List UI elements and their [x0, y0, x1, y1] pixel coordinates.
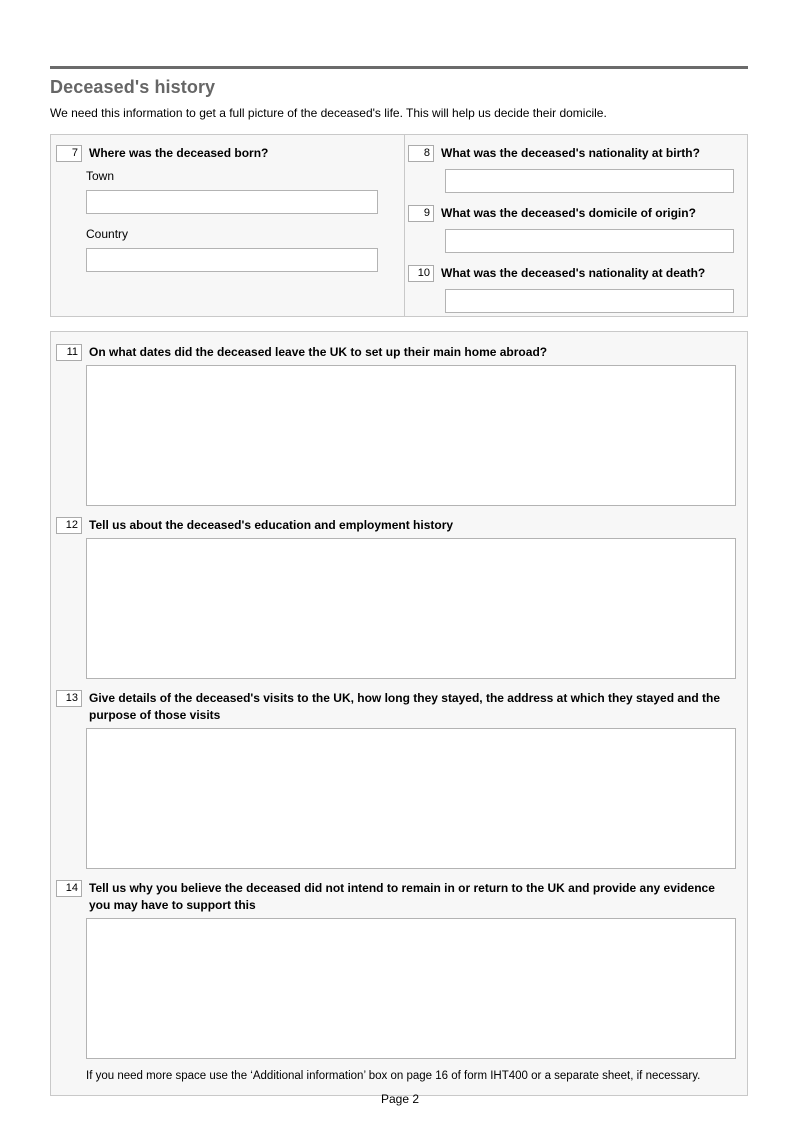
question-12-number-box: 12 — [56, 517, 82, 534]
question-8-number-box: 8 — [408, 145, 434, 162]
question-11-text: On what dates did the deceased leave the UK to set up their main home abroad? — [89, 345, 548, 359]
country-input[interactable] — [86, 248, 378, 272]
additional-information-note: If you need more space use the ‘Additional information’ box on page 16 of form IHT400 or a separate sheet, if necessary. — [86, 1070, 701, 1082]
country-label: Country — [86, 227, 129, 241]
question-14-number-box: 14 — [56, 880, 82, 897]
question-10 — [408, 265, 734, 313]
uk-visits-textarea[interactable] — [86, 728, 736, 869]
question-7-number-box: 7 — [56, 145, 82, 162]
question-7-text: Where was the deceased born? — [89, 146, 269, 160]
section-birth-and-nationality — [50, 134, 748, 317]
question-13-text: Give details of the deceased's visits to the UK, how long they stayed, the address at which they stayed and the purpose of those visits — [89, 691, 721, 722]
nationality-at-death-input[interactable] — [445, 289, 734, 313]
intent-evidence-textarea[interactable] — [86, 918, 736, 1059]
question-11 — [51, 344, 747, 506]
section1-right-column — [405, 135, 747, 316]
question-9 — [408, 205, 734, 253]
question-7 — [51, 145, 404, 162]
question-8 — [408, 145, 734, 193]
question-10-text: What was the deceased's nationality at death? — [441, 266, 706, 280]
domicile-of-origin-input[interactable] — [445, 229, 734, 253]
education-employment-textarea[interactable] — [86, 538, 736, 679]
question-14 — [51, 880, 747, 1059]
top-rule — [50, 66, 748, 69]
question-7-fields — [86, 169, 404, 272]
dates-left-uk-textarea[interactable] — [86, 365, 736, 506]
question-10-number-box: 10 — [408, 265, 434, 282]
question-12-text: Tell us about the deceased's education and employment history — [89, 518, 454, 532]
question-13-number-box: 13 — [56, 690, 82, 707]
page-title: Deceased's history — [50, 77, 216, 97]
question-12 — [51, 517, 747, 679]
town-input[interactable] — [86, 190, 378, 214]
question-13 — [51, 690, 747, 869]
page-number: Page 2 — [380, 1092, 420, 1106]
question-9-text: What was the deceased's domicile of origin? — [441, 206, 696, 220]
town-label: Town — [86, 169, 115, 183]
question-14-text: Tell us why you believe the deceased did not intend to remain in or return to the UK and provide any evidence you may have to support this — [89, 881, 715, 912]
question-11-number-box: 11 — [56, 344, 82, 361]
question-8-text: What was the deceased's nationality at birth? — [441, 146, 700, 160]
section-life-history — [50, 331, 748, 1096]
intro-text: We need this information to get a full picture of the deceased's life. This will help us decide their domicile. — [50, 106, 607, 120]
section1-left-column — [51, 135, 405, 316]
form-content — [50, 0, 748, 1096]
question-9-number-box: 9 — [408, 205, 434, 222]
nationality-at-birth-input[interactable] — [445, 169, 734, 193]
